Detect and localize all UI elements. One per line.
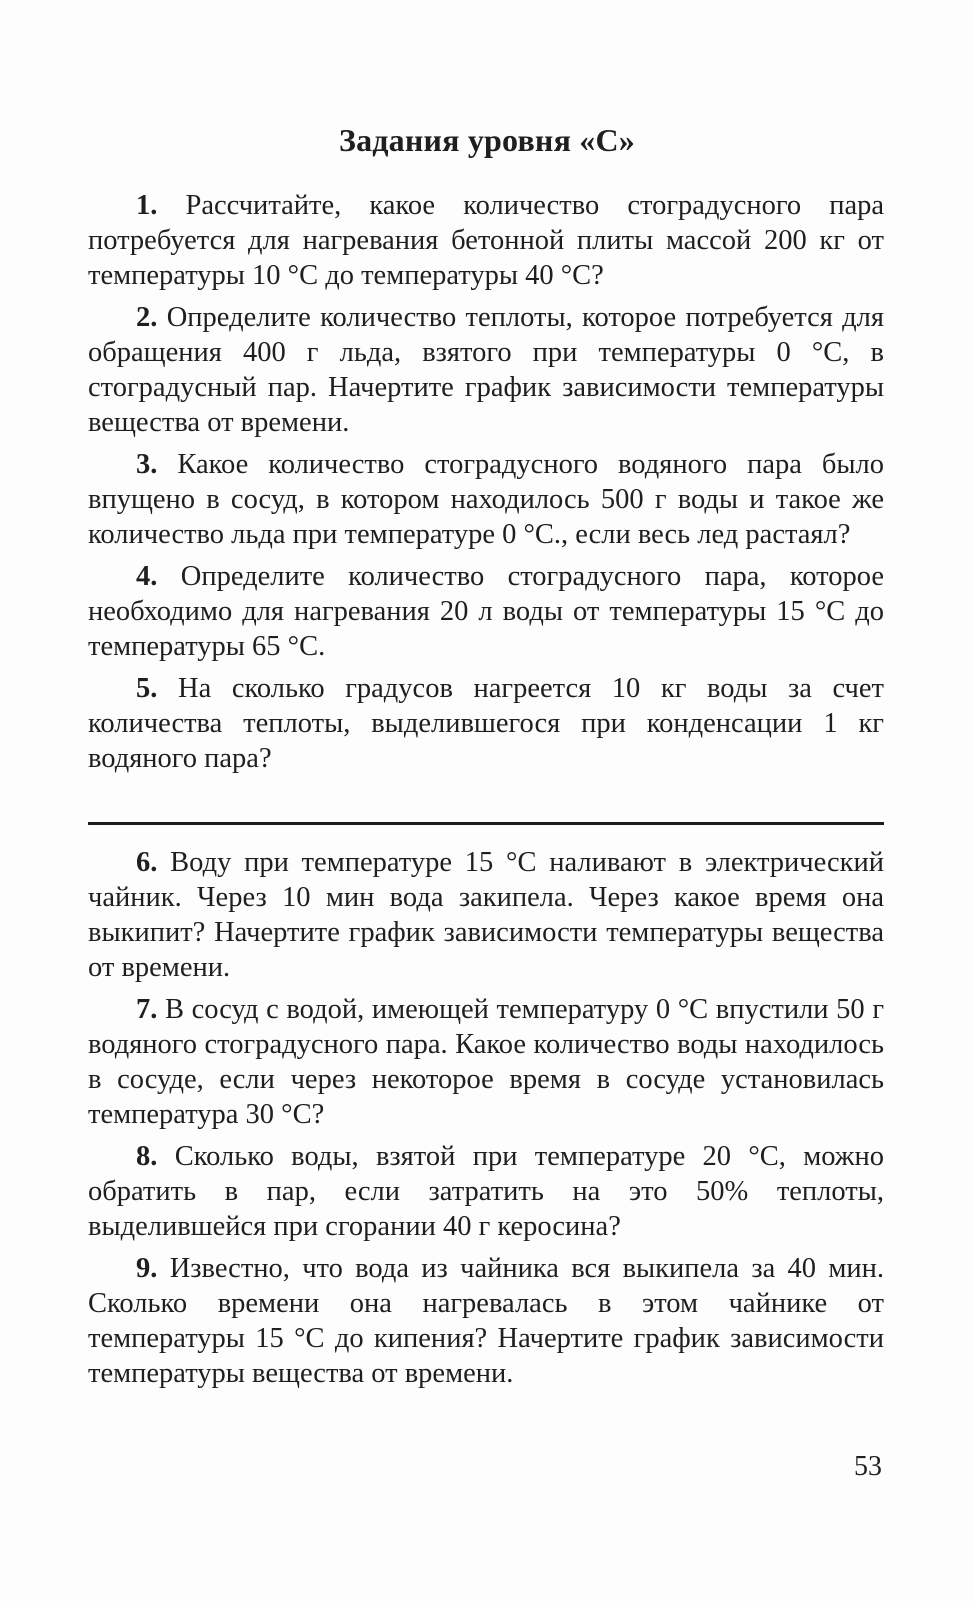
- task-text: Сколько воды, взятой при температуре 20 °С, можно обратить в пар, если затратить на это 50% теплоты, выделившейся при сгорании 40 г керосина?: [88, 1141, 884, 1242]
- task-item: [88, 447, 884, 552]
- task-text: На сколько градусов нагреется 10 кг воды за счет количества теплоты, выделившегося при конденсации 1 кг водяного пара?: [88, 673, 884, 774]
- task-number: 7.: [136, 994, 158, 1025]
- section-heading: Задания уровня «С»: [338, 122, 635, 158]
- task-text: Рассчитайте, какое количество стоградусного пара потребуется для нагревания бетонной плиты массой 200 кг от температуры 10 °С до температуры 40 °С?: [88, 190, 884, 291]
- task-list-lower: [88, 845, 884, 1398]
- task-item: [88, 671, 884, 776]
- task-text: В сосуд с водой, имеющей температуру 0 °С впустили 50 г водяного стоградусного пара. Какое количество воды находилось в сосуде, если через некоторое время в сосуде установилась температура 30 °С?: [88, 994, 885, 1130]
- task-text: Определите количество теплоты, которое потребуется для обращения 400 г льда, взятого при температуры 0 °С, в стоградусный пар. Начертите график зависимости температуры вещества от времени.: [88, 302, 884, 438]
- task-text: Какое количество стоградусного водяного пара было впущено в сосуд, в котором находилось 500 г воды и такое же количество льда при температуре 0 °С., если весь лед растаял?: [88, 449, 884, 550]
- task-text: Определите количество стоградусного пара, которое необходимо для нагревания 20 л воды от температуры 15 °С до температуры 65 °С.: [88, 561, 885, 662]
- section-divider: [88, 822, 884, 825]
- task-item: [88, 559, 884, 664]
- task-number: 8.: [136, 1141, 158, 1172]
- task-list-upper: [88, 188, 884, 783]
- task-number: 3.: [136, 449, 158, 480]
- task-number: 5.: [136, 673, 158, 704]
- task-number: 4.: [136, 561, 158, 592]
- task-number: 6.: [136, 847, 158, 878]
- page-number: 53: [854, 1451, 882, 1482]
- task-item: [88, 1139, 884, 1244]
- task-number: 2.: [136, 302, 158, 333]
- task-item: [88, 992, 884, 1132]
- task-item: [88, 845, 884, 985]
- task-item: [88, 300, 884, 440]
- task-text: Воду при температуре 15 °С наливают в электрический чайник. Через 10 мин вода закипела. Через какое время она выкипит? Начертите график зависимости температуры вещества от времени.: [88, 847, 884, 983]
- task-number: 1.: [136, 190, 158, 221]
- task-item: [88, 1251, 884, 1391]
- task-number: 9.: [136, 1253, 158, 1284]
- task-text: Известно, что вода из чайника вся выкипела за 40 мин. Сколько времени она нагревалась в этом чайнике от температуры 15 °С до кипения? Начертите график зависимости температуры вещества от времени.: [88, 1253, 885, 1389]
- task-item: [88, 188, 884, 293]
